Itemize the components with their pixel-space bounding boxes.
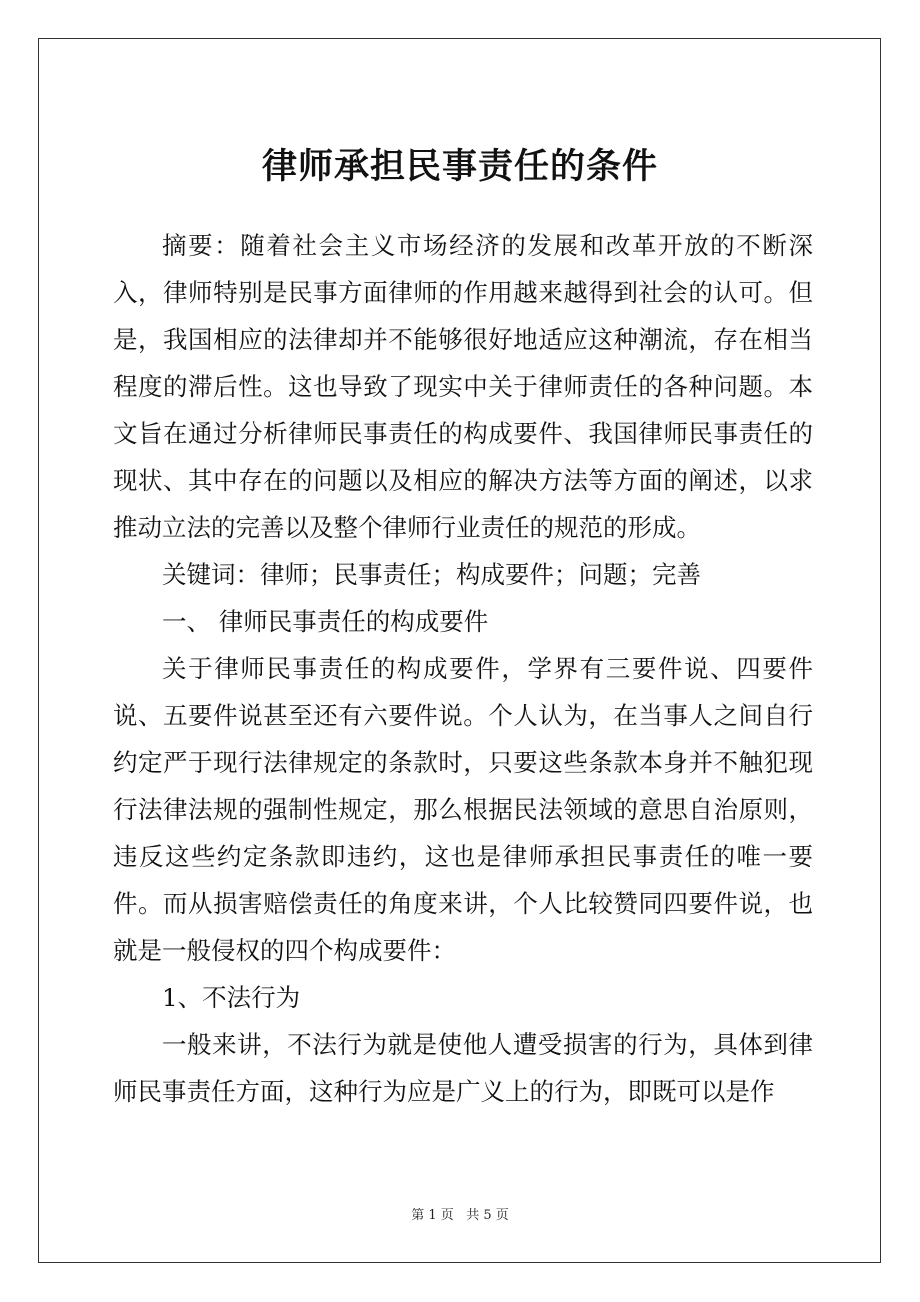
document-body xyxy=(113,222,813,1115)
abstract-paragraph: 摘要：随着社会主义市场经济的发展和改革开放的不断深入，律师特别是民事方面律师的作用越来越得到社会的认可。但是，我国相应的法律却并不能够很好地适应这种潮流，存在相当程度的滞后性。这也导致了现实中关于律师责任的各种问题。本文旨在通过分析律师民事责任的构成要件、我国律师民事责任的现状、其中存在的问题以及相应的解决方法等方面的阐述，以求推动立法的完善以及整个律师行业责任的规范的形成。 xyxy=(113,231,813,542)
section-1-paragraph: 关于律师民事责任的构成要件，学界有三要件说、四要件说、五要件说甚至还有六要件说。个人认为，在当事人之间自行约定严于现行法律规定的条款时，只要这些条款本身并不触犯现行法律法规的强制性规定，那么根据民法领域的意思自治原则，违反这些约定条款即违约，这也是律师承担民事责任的唯一要件。而从损害赔偿责任的角度来讲，个人比较赞同四要件说，也就是一般侵权的四个构成要件： xyxy=(113,654,813,965)
page-footer: 第 1 页 共 5 页 xyxy=(411,1208,509,1223)
section-heading-1: 一、 律师民事责任的构成要件 xyxy=(162,607,489,636)
document-title: 律师承担民事责任的条件 xyxy=(261,146,658,187)
subsection-1-paragraph: 一般来讲，不法行为就是使他人遭受损害的行为，具体到律师民事责任方面，这种行为应是广义上的行为，即既可以是作 xyxy=(113,1030,813,1106)
keywords-paragraph: 关键词：律师；民事责任；构成要件；问题；完善 xyxy=(162,560,701,589)
subsection-heading-1: 1、不法行为 xyxy=(162,983,301,1012)
